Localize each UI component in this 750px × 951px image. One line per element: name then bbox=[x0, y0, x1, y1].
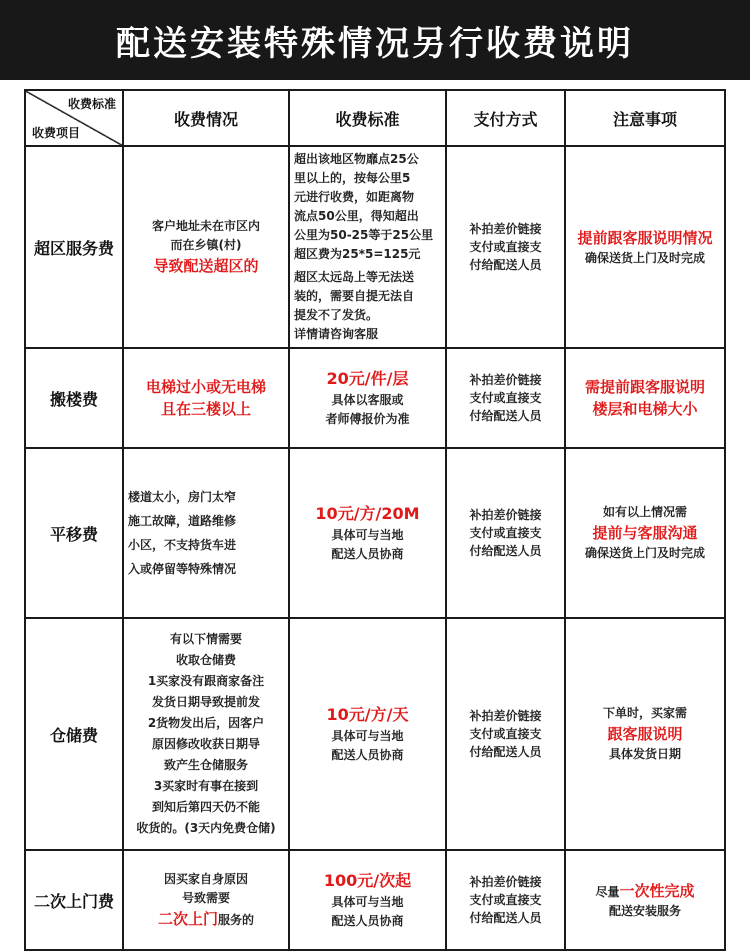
standard-line: 公里为50-25等于25公里 bbox=[294, 228, 434, 242]
table-row bbox=[25, 448, 725, 618]
standard-price: 10元/方/天 bbox=[326, 705, 409, 724]
standard-line: 配送人员协商 bbox=[331, 748, 404, 762]
situation-line: 原因修改收获日期导 bbox=[151, 737, 260, 751]
situation-line: 楼道太小，房门太窄 bbox=[128, 490, 237, 504]
table-row bbox=[25, 618, 725, 850]
payment-line: 支付或直接支 bbox=[469, 893, 542, 907]
notes-highlight: 需提前跟客服说明 bbox=[584, 378, 705, 396]
table-header-row bbox=[25, 90, 725, 146]
standard-line: 者师傅报价为准 bbox=[325, 412, 410, 426]
standard-line: 超区费为25*5=125元 bbox=[294, 247, 421, 261]
situation-line: 小区，不支持货车进 bbox=[128, 538, 237, 552]
payment-line: 支付或直接支 bbox=[469, 526, 542, 540]
header-notes: 注意事项 bbox=[565, 90, 725, 146]
standard-cell bbox=[289, 618, 446, 850]
notes-line: 确保送货上门及时完成 bbox=[584, 250, 705, 265]
situation-line: 因买家自身原因 bbox=[163, 872, 248, 886]
notes-highlight: 跟客服说明 bbox=[607, 725, 683, 743]
payment-line: 付给配送人员 bbox=[469, 409, 542, 423]
situation-line: 2货物发出后，因客户 bbox=[147, 716, 265, 730]
standard-price: 10元/方/20M bbox=[315, 504, 420, 523]
standard-line: 超出该地区物靡点25公 bbox=[294, 152, 419, 166]
standard-price: 100元/次起 bbox=[323, 871, 412, 890]
situation-highlight: 且在三楼以上 bbox=[160, 400, 251, 418]
payment-cell bbox=[446, 348, 565, 448]
payment-line: 付给配送人员 bbox=[469, 258, 542, 272]
payment-line: 支付或直接支 bbox=[469, 240, 542, 254]
table-row bbox=[25, 348, 725, 448]
standard-line: 具体以客服或 bbox=[331, 393, 404, 407]
situation-line: 客户地址未在市区内 bbox=[151, 219, 260, 233]
notes-cell bbox=[565, 618, 725, 850]
fee-sheet bbox=[0, 80, 750, 950]
notes-line: 确保送货上门及时完成 bbox=[584, 546, 705, 560]
notes-first-line bbox=[570, 880, 720, 902]
standard-extra-line: 装的，需要自提无法自 bbox=[294, 289, 415, 303]
situation-line: 入或停留等特殊情况 bbox=[128, 562, 237, 576]
situation-highlight: 电梯过小或无电梯 bbox=[145, 378, 266, 396]
standard-cell bbox=[289, 448, 446, 618]
payment-line: 补拍差价链接 bbox=[469, 508, 542, 522]
row-name: 二次上门费 bbox=[25, 850, 123, 950]
standard-line: 配送人员协商 bbox=[331, 547, 404, 561]
notes-prefix: 尽量 bbox=[595, 884, 620, 899]
header-situation: 收费情况 bbox=[123, 90, 289, 146]
situation-line: 而在乡镇(村) bbox=[170, 238, 242, 252]
notes-cell bbox=[565, 146, 725, 348]
standard-line: 里以上的，按每公里5 bbox=[294, 171, 411, 185]
diag-label-item: 收费项目 bbox=[32, 126, 81, 140]
situation-line: 发货日期导致提前发 bbox=[151, 695, 260, 709]
situation-line: 1买家没有跟商家备注 bbox=[147, 674, 265, 688]
situation-cell bbox=[123, 348, 289, 448]
notes-highlight: 楼层和电梯大小 bbox=[592, 400, 698, 418]
standard-extra-line: 超区太远岛上等无法送 bbox=[294, 270, 415, 284]
situation-highlight: 导致配送超区的 bbox=[153, 257, 259, 275]
table-row bbox=[25, 146, 725, 348]
payment-line: 付给配送人员 bbox=[469, 745, 542, 759]
standard-line: 流点50公里，得知超出 bbox=[294, 209, 419, 223]
situation-line: 有以下情需要 bbox=[169, 632, 242, 646]
notes-highlight: 提前跟客服说明情况 bbox=[577, 228, 713, 247]
payment-line: 补拍差价链接 bbox=[469, 709, 542, 723]
payment-cell bbox=[446, 146, 565, 348]
notes-line: 配送安装服务 bbox=[608, 903, 681, 918]
situation-line: 到知后第四天仍不能 bbox=[151, 800, 260, 814]
notes-cell bbox=[565, 850, 725, 950]
standard-cell bbox=[289, 146, 446, 348]
situation-last-line bbox=[128, 908, 284, 930]
payment-line: 支付或直接支 bbox=[469, 727, 542, 741]
diag-label-standard: 收费标准 bbox=[67, 97, 116, 111]
situation-line: 号致需要 bbox=[181, 891, 230, 905]
notes-highlight: 提前与客服沟通 bbox=[592, 524, 698, 542]
situation-line: 收货的。(3天内免费仓储) bbox=[136, 821, 276, 835]
payment-line: 支付或直接支 bbox=[469, 391, 542, 405]
standard-line: 元进行收费，如距离物 bbox=[294, 190, 415, 204]
payment-line: 付给配送人员 bbox=[469, 911, 542, 925]
situation-cell bbox=[123, 618, 289, 850]
page-title: 配送安装特殊情况另行收费说明 bbox=[116, 23, 634, 64]
payment-cell bbox=[446, 448, 565, 618]
standard-extra-line: 详情请咨询客服 bbox=[294, 327, 379, 341]
standard-line: 具体可与当地 bbox=[331, 528, 404, 542]
notes-line: 具体发货日期 bbox=[608, 747, 681, 761]
row-name: 超区服务费 bbox=[25, 146, 123, 348]
page-banner bbox=[0, 0, 750, 80]
table-row bbox=[25, 850, 725, 950]
payment-line: 补拍差价链接 bbox=[469, 373, 542, 387]
diagonal-header-cell bbox=[25, 90, 123, 146]
standard-line: 配送人员协商 bbox=[331, 914, 404, 928]
payment-cell bbox=[446, 850, 565, 950]
standard-line: 具体可与当地 bbox=[331, 729, 404, 743]
notes-line: 下单时，买家需 bbox=[602, 706, 687, 720]
notes-highlight: 一次性完成 bbox=[619, 881, 695, 900]
situation-cell bbox=[123, 448, 289, 618]
situation-line: 致产生仓储服务 bbox=[163, 758, 248, 772]
notes-line: 如有以上情况需 bbox=[602, 505, 687, 519]
header-standard: 收费标准 bbox=[289, 90, 446, 146]
payment-line: 付给配送人员 bbox=[469, 544, 542, 558]
row-name: 平移费 bbox=[25, 448, 123, 618]
situation-tail: 服务的 bbox=[218, 913, 255, 927]
payment-line: 补拍差价链接 bbox=[469, 875, 542, 889]
payment-cell bbox=[446, 618, 565, 850]
situation-line: 3买家时有事在接到 bbox=[153, 779, 259, 793]
situation-cell bbox=[123, 146, 289, 348]
fee-table bbox=[24, 89, 726, 951]
standard-price: 20元/件/层 bbox=[326, 369, 409, 388]
notes-cell bbox=[565, 448, 725, 618]
standard-cell bbox=[289, 850, 446, 950]
standard-line: 具体可与当地 bbox=[331, 895, 404, 909]
situation-cell bbox=[123, 850, 289, 950]
header-payment: 支付方式 bbox=[446, 90, 565, 146]
situation-line: 施工故障，道路维修 bbox=[128, 514, 237, 528]
notes-cell bbox=[565, 348, 725, 448]
standard-extra-line: 提发不了发货。 bbox=[294, 308, 379, 322]
situation-highlight: 二次上门 bbox=[157, 910, 218, 928]
payment-line: 补拍差价链接 bbox=[469, 222, 542, 236]
row-name: 仓储费 bbox=[25, 618, 123, 850]
situation-line: 收取仓储费 bbox=[175, 653, 236, 667]
standard-cell bbox=[289, 348, 446, 448]
row-name: 搬楼费 bbox=[25, 348, 123, 448]
